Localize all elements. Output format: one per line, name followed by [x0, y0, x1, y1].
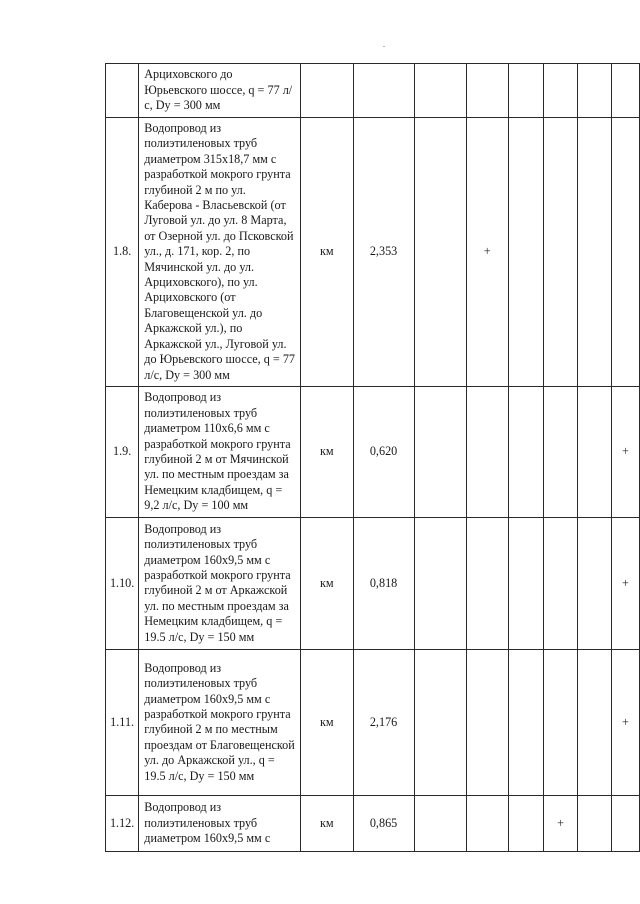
mark-cell	[544, 64, 578, 118]
mark-cell	[577, 795, 611, 851]
mark-cell	[577, 649, 611, 795]
mark-cell	[414, 517, 466, 649]
work-description: Водопровод из полиэтиленовых труб диаметром 160х9,5 мм с	[139, 795, 301, 851]
quantity-cell	[353, 64, 414, 118]
mark-cell	[544, 386, 578, 517]
mark-cell	[508, 795, 544, 851]
mark-cell	[611, 118, 639, 387]
mark-cell	[466, 64, 508, 118]
mark-cell	[414, 118, 466, 387]
mark-cell	[544, 517, 578, 649]
mark-cell	[508, 118, 544, 387]
mark-cell	[577, 64, 611, 118]
mark-cell	[466, 649, 508, 795]
row-number	[106, 64, 139, 118]
scan-speck	[383, 46, 385, 47]
row-number: 1.11.	[106, 649, 139, 795]
work-description: Водопровод из полиэтиленовых труб диаметром 315х18,7 мм с разработкой мокрого грунта глубиной 2 м по ул. Каберова - Власьевской (от Луговой ул. до ул. 8 Марта, от Озерной ул. до Псковской ул., д. 171, кор. 2, по Мячинской ул. до ул. Арциховского), по ул. Арциховского (от Благовещенской ул. до Аркажской ул.), по Аркажской ул., Луговой ул. до Юрьевского шоссе, q = 77 л/с, Dу = 300 мм	[139, 118, 301, 387]
mark-cell	[466, 517, 508, 649]
works-table	[105, 63, 640, 852]
mark-cell	[508, 64, 544, 118]
mark-cell	[577, 517, 611, 649]
work-description: Водопровод из полиэтиленовых труб диаметром 110х6,6 мм с разработкой мокрого грунта глубиной 2 м от Мячинской ул. по местным проездам за Немецким кладбищем, q = 9,2 л/с, Dу = 100 мм	[139, 386, 301, 517]
row-number: 1.8.	[106, 118, 139, 387]
quantity-cell: 2,353	[353, 118, 414, 387]
unit-cell: км	[301, 649, 353, 795]
work-description: Водопровод из полиэтиленовых труб диаметром 160х9,5 мм с разработкой мокрого грунта глубиной 2 м от Аркажской ул. по местным проездам за Немецким кладбищем, q = 19.5 л/с, Dу = 150 мм	[139, 517, 301, 649]
mark-cell	[611, 795, 639, 851]
quantity-cell: 0,620	[353, 386, 414, 517]
mark-cell: +	[611, 649, 639, 795]
mark-cell	[508, 649, 544, 795]
mark-cell	[544, 118, 578, 387]
mark-cell	[414, 649, 466, 795]
quantity-cell: 0,865	[353, 795, 414, 851]
table-row	[106, 649, 640, 795]
mark-cell	[577, 118, 611, 387]
mark-cell	[611, 64, 639, 118]
table-row	[106, 64, 640, 118]
unit-cell	[301, 64, 353, 118]
mark-cell: +	[611, 517, 639, 649]
mark-cell	[466, 795, 508, 851]
row-number: 1.10.	[106, 517, 139, 649]
mark-cell: +	[544, 795, 578, 851]
works-table-body	[106, 64, 640, 852]
mark-cell	[414, 795, 466, 851]
table-row	[106, 118, 640, 387]
table-row	[106, 795, 640, 851]
work-description: Арциховского до Юрьевского шоссе, q = 77 л/с, Dу = 300 мм	[139, 64, 301, 118]
mark-cell	[577, 386, 611, 517]
mark-cell	[508, 517, 544, 649]
unit-cell: км	[301, 118, 353, 387]
work-description: Водопровод из полиэтиленовых труб диаметром 160х9,5 мм с разработкой мокрого грунта глубиной 2 м по местным проездам от Благовещенской ул. до Аркажской ул., q = 19.5 л/с, Dу = 150 мм	[139, 649, 301, 795]
unit-cell: км	[301, 386, 353, 517]
mark-cell	[508, 386, 544, 517]
mark-cell	[414, 64, 466, 118]
unit-cell: км	[301, 795, 353, 851]
row-number: 1.9.	[106, 386, 139, 517]
table-row	[106, 517, 640, 649]
quantity-cell: 2,176	[353, 649, 414, 795]
unit-cell: км	[301, 517, 353, 649]
quantity-cell: 0,818	[353, 517, 414, 649]
mark-cell	[414, 386, 466, 517]
table-row	[106, 386, 640, 517]
mark-cell	[466, 386, 508, 517]
mark-cell: +	[466, 118, 508, 387]
mark-cell: +	[611, 386, 639, 517]
row-number: 1.12.	[106, 795, 139, 851]
mark-cell	[544, 649, 578, 795]
